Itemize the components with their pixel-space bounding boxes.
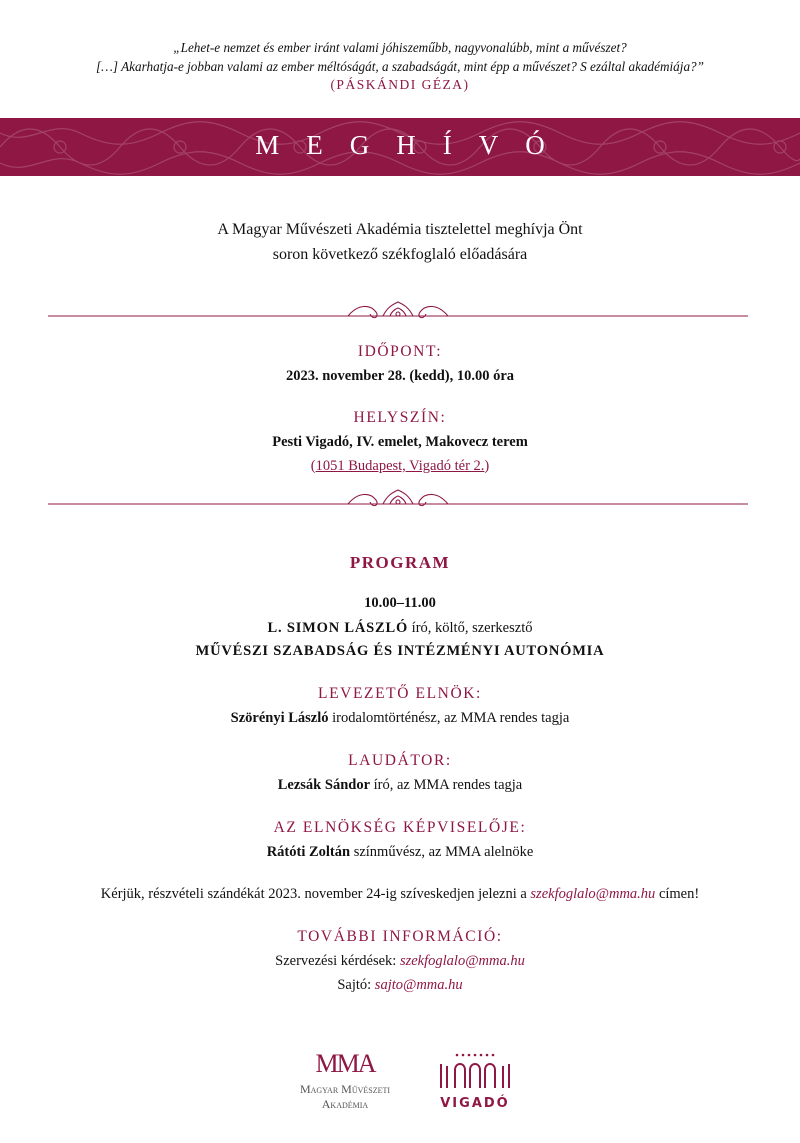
- program-time: 10.00–11.00: [364, 595, 436, 611]
- quote-block: [0, 38, 800, 76]
- speaker-name: L. SIMON LÁSZLÓ: [267, 620, 409, 636]
- presidency-role: színművész, az MMA alelnöke: [350, 844, 534, 860]
- presidency-line: [0, 844, 800, 861]
- org-email-link[interactable]: szekfoglalo@mma.hu: [399, 953, 525, 969]
- lecture-title: MŰVÉSZI SZABADSÁG ÉS INTÉZMÉNYI AUTONÓMIA: [195, 643, 605, 659]
- place-address-line: [0, 458, 800, 475]
- chair-name: Szörényi László: [230, 710, 329, 726]
- laudator-name: Lezsák Sándor: [277, 777, 371, 793]
- laudator-role: író, az MMA rendes tagja: [370, 777, 523, 793]
- place-label: HELYSZÍN:: [353, 409, 447, 426]
- info-label: TOVÁBBI INFORMÁCIÓ:: [297, 928, 503, 945]
- ornamental-divider-2: [48, 486, 748, 510]
- program-speaker: [0, 620, 800, 637]
- place-value: Pesti Vigadó, IV. emelet, Makovecz terem: [272, 434, 528, 450]
- info-org-line: [0, 953, 800, 970]
- presidency-name: Rátóti Zoltán: [266, 844, 351, 860]
- intro-line-2: soron következő székfoglaló előadására: [272, 246, 528, 263]
- press-label: Sajtó:: [337, 977, 375, 993]
- time-label: IDŐPONT:: [357, 343, 443, 360]
- org-label: Szervezési kérdések:: [275, 953, 400, 969]
- laudator-line: [0, 777, 800, 794]
- time-value: 2023. november 28. (kedd), 10.00 óra: [285, 368, 515, 384]
- ornamental-divider-1: [48, 298, 748, 322]
- rsvp-text: Kérjük, részvételi szándékát 2023. november 24-ig szíveskedjen jelezni a: [100, 886, 531, 902]
- mma-logo-line2: Akadémia: [321, 1097, 369, 1111]
- mma-logo: [290, 1050, 400, 1112]
- chair-role: irodalomtörténész, az MMA rendes tagja: [328, 710, 570, 726]
- title-banner: [0, 118, 800, 176]
- address-link[interactable]: 1051 Budapest, Vigadó tér 2.: [315, 458, 485, 474]
- laudator-label: LAUDÁTOR:: [348, 752, 452, 769]
- speaker-role: író, költő, szerkesztő: [408, 620, 533, 636]
- quote-line-1: „Lehet-e nemzet és ember iránt valami jóhiszeműbb, nagyvonalúbb, mint a művészet?: [173, 40, 627, 55]
- presidency-label: AZ ELNÖKSÉG KÉPVISELŐJE:: [273, 819, 527, 836]
- chair-label: LEVEZETŐ ELNÖK:: [318, 685, 482, 702]
- info-press-line: [0, 977, 800, 994]
- intro-text: [0, 217, 800, 267]
- rsvp-line: [0, 886, 800, 903]
- program-heading: PROGRAM: [349, 553, 451, 572]
- invitation-title: MEGHÍVÓ: [255, 130, 572, 160]
- press-email-link[interactable]: sajto@mma.hu: [374, 977, 463, 993]
- mma-logo-line1: Magyar Művészeti: [299, 1082, 391, 1096]
- vigado-logo: [430, 1050, 520, 1111]
- quote-line-2: […] Akarhatja-e jobban valami az ember méltóságát, a szabadságát, mint épp a művészet? S ezáltal akadémiája?”: [96, 59, 704, 74]
- mma-logo-mark: MMA: [315, 1049, 375, 1078]
- vigado-logo-mark: [435, 1050, 515, 1090]
- quote-author: (PÁSKÁNDI GÉZA): [330, 77, 470, 92]
- intro-line-1: A Magyar Művészeti Akadémia tisztelettel meghívja Önt: [217, 221, 583, 238]
- rsvp-suffix: címen!: [655, 886, 700, 902]
- chair-line: [0, 710, 800, 727]
- vigado-logo-text: VIGADÓ: [440, 1096, 510, 1111]
- address-paren-close: ): [484, 458, 490, 474]
- address-paren-open: (: [310, 458, 316, 474]
- rsvp-email-link[interactable]: szekfoglalo@mma.hu: [530, 886, 656, 902]
